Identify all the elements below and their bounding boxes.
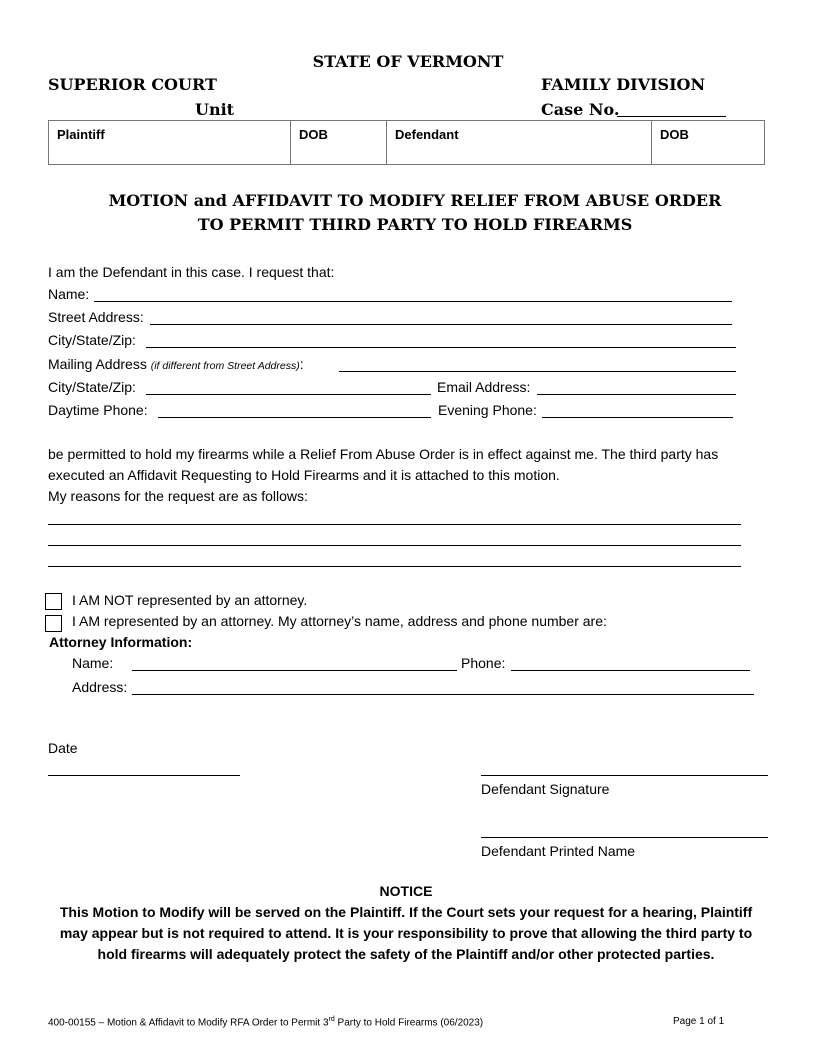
evening-phone-label: Evening Phone: (438, 402, 537, 418)
footer-form-id (48, 1016, 483, 1028)
not-represented-checkbox[interactable] (45, 593, 62, 610)
street-address-field[interactable] (150, 324, 732, 325)
street-address-label: Street Address: (48, 309, 144, 325)
mailing-address-colon: : (299, 356, 304, 372)
mailing-city-state-zip-field[interactable] (146, 394, 431, 395)
court-name: SUPERIOR COURT (48, 75, 217, 94)
mailing-address-label (48, 356, 304, 372)
case-number-label: Case No. (541, 100, 620, 119)
attorney-address-field[interactable] (132, 694, 754, 695)
attorney-name-label: Name: (72, 655, 114, 671)
form-title-line2: TO PERMIT THIRD PARTY TO HOLD FIREARMS (197, 215, 633, 234)
defendant-dob-label: DOB (660, 127, 689, 142)
plaintiff-label: Plaintiff (57, 127, 105, 142)
daytime-phone-label: Daytime Phone: (48, 402, 148, 418)
city-state-zip-field[interactable] (146, 347, 736, 348)
footer-form-id-sup: rd (328, 1016, 335, 1023)
form-title-line1: MOTION and AFFIDAVIT TO MODIFY RELIEF FROM ABUSE ORDER (108, 191, 722, 210)
notice-heading: NOTICE (379, 883, 433, 899)
represented-label: I AM represented by an attorney. My attorney’s name, address and phone number are: (72, 613, 607, 629)
plaintiff-dob-cell[interactable] (291, 121, 387, 165)
notice-line-1: This Motion to Modify will be served on the Plaintiff. If the Court sets your request for a hearing, Plaintiff (59, 904, 753, 920)
mailing-address-field[interactable] (339, 371, 736, 372)
body-line-2: executed an Affidavit Requesting to Hold Firearms and it is attached to this motion. (48, 467, 560, 483)
defendant-cell[interactable] (387, 121, 652, 165)
not-represented-label: I AM NOT represented by an attorney. (72, 592, 308, 608)
date-field[interactable] (48, 775, 240, 776)
footer-form-id-b: Party to Hold Firearms (06/2023) (334, 1017, 484, 1029)
defendant-label: Defendant (395, 127, 459, 142)
defendant-dob-cell[interactable] (652, 121, 765, 165)
plaintiff-dob-label: DOB (299, 127, 328, 142)
mailing-address-text: Mailing Address (48, 356, 147, 372)
defendant-signature-field[interactable] (481, 775, 768, 776)
evening-phone-field[interactable] (542, 417, 733, 418)
defendant-printed-name-field[interactable] (481, 837, 768, 838)
represented-checkbox[interactable] (45, 615, 62, 632)
reasons-line-1[interactable] (48, 524, 741, 525)
name-field[interactable] (94, 301, 732, 302)
mailing-city-state-zip-label: City/State/Zip: (48, 379, 136, 395)
parties-table (48, 120, 765, 165)
name-label: Name: (48, 286, 90, 302)
attorney-name-field[interactable] (132, 670, 457, 671)
attorney-info-heading: Attorney Information: (49, 634, 193, 650)
defendant-signature-label: Defendant Signature (481, 781, 610, 797)
email-address-field[interactable] (537, 394, 736, 395)
notice-line-2: may appear but is not required to attend. It is your responsibility to prove that allowing the third party to (59, 925, 753, 941)
unit-label: Unit (195, 100, 235, 119)
intro-text: I am the Defendant in this case. I request that: (48, 264, 335, 280)
attorney-phone-label: Phone: (461, 655, 506, 671)
daytime-phone-field[interactable] (158, 417, 431, 418)
footer-page-number: Page 1 of 1 (673, 1016, 725, 1027)
footer-form-id-a: 400-00155 – Motion & Affidavit to Modify RFA Order to Permit 3 (48, 1017, 329, 1029)
body-line-1: be permitted to hold my firearms while a Relief From Abuse Order is in effect against me. The third party has (48, 446, 719, 462)
notice-line-3: hold firearms will adequately protect the safety of the Plaintiff and/or other protected parties. (97, 946, 715, 962)
state-heading: STATE OF VERMONT (312, 52, 504, 71)
division-name: FAMILY DIVISION (541, 75, 706, 94)
email-address-label: Email Address: (437, 379, 531, 395)
body-line-3: My reasons for the request are as follows: (48, 488, 308, 504)
reasons-line-2[interactable] (48, 545, 741, 546)
mailing-address-note: (if different from Street Address) (150, 360, 300, 372)
city-state-zip-label: City/State/Zip: (48, 332, 136, 348)
plaintiff-cell[interactable] (49, 121, 291, 165)
attorney-address-label: Address: (72, 679, 128, 695)
attorney-phone-field[interactable] (511, 670, 750, 671)
case-number-field[interactable] (617, 116, 726, 117)
defendant-printed-name-label: Defendant Printed Name (481, 843, 636, 859)
date-label: Date (48, 740, 78, 756)
reasons-line-3[interactable] (48, 566, 741, 567)
